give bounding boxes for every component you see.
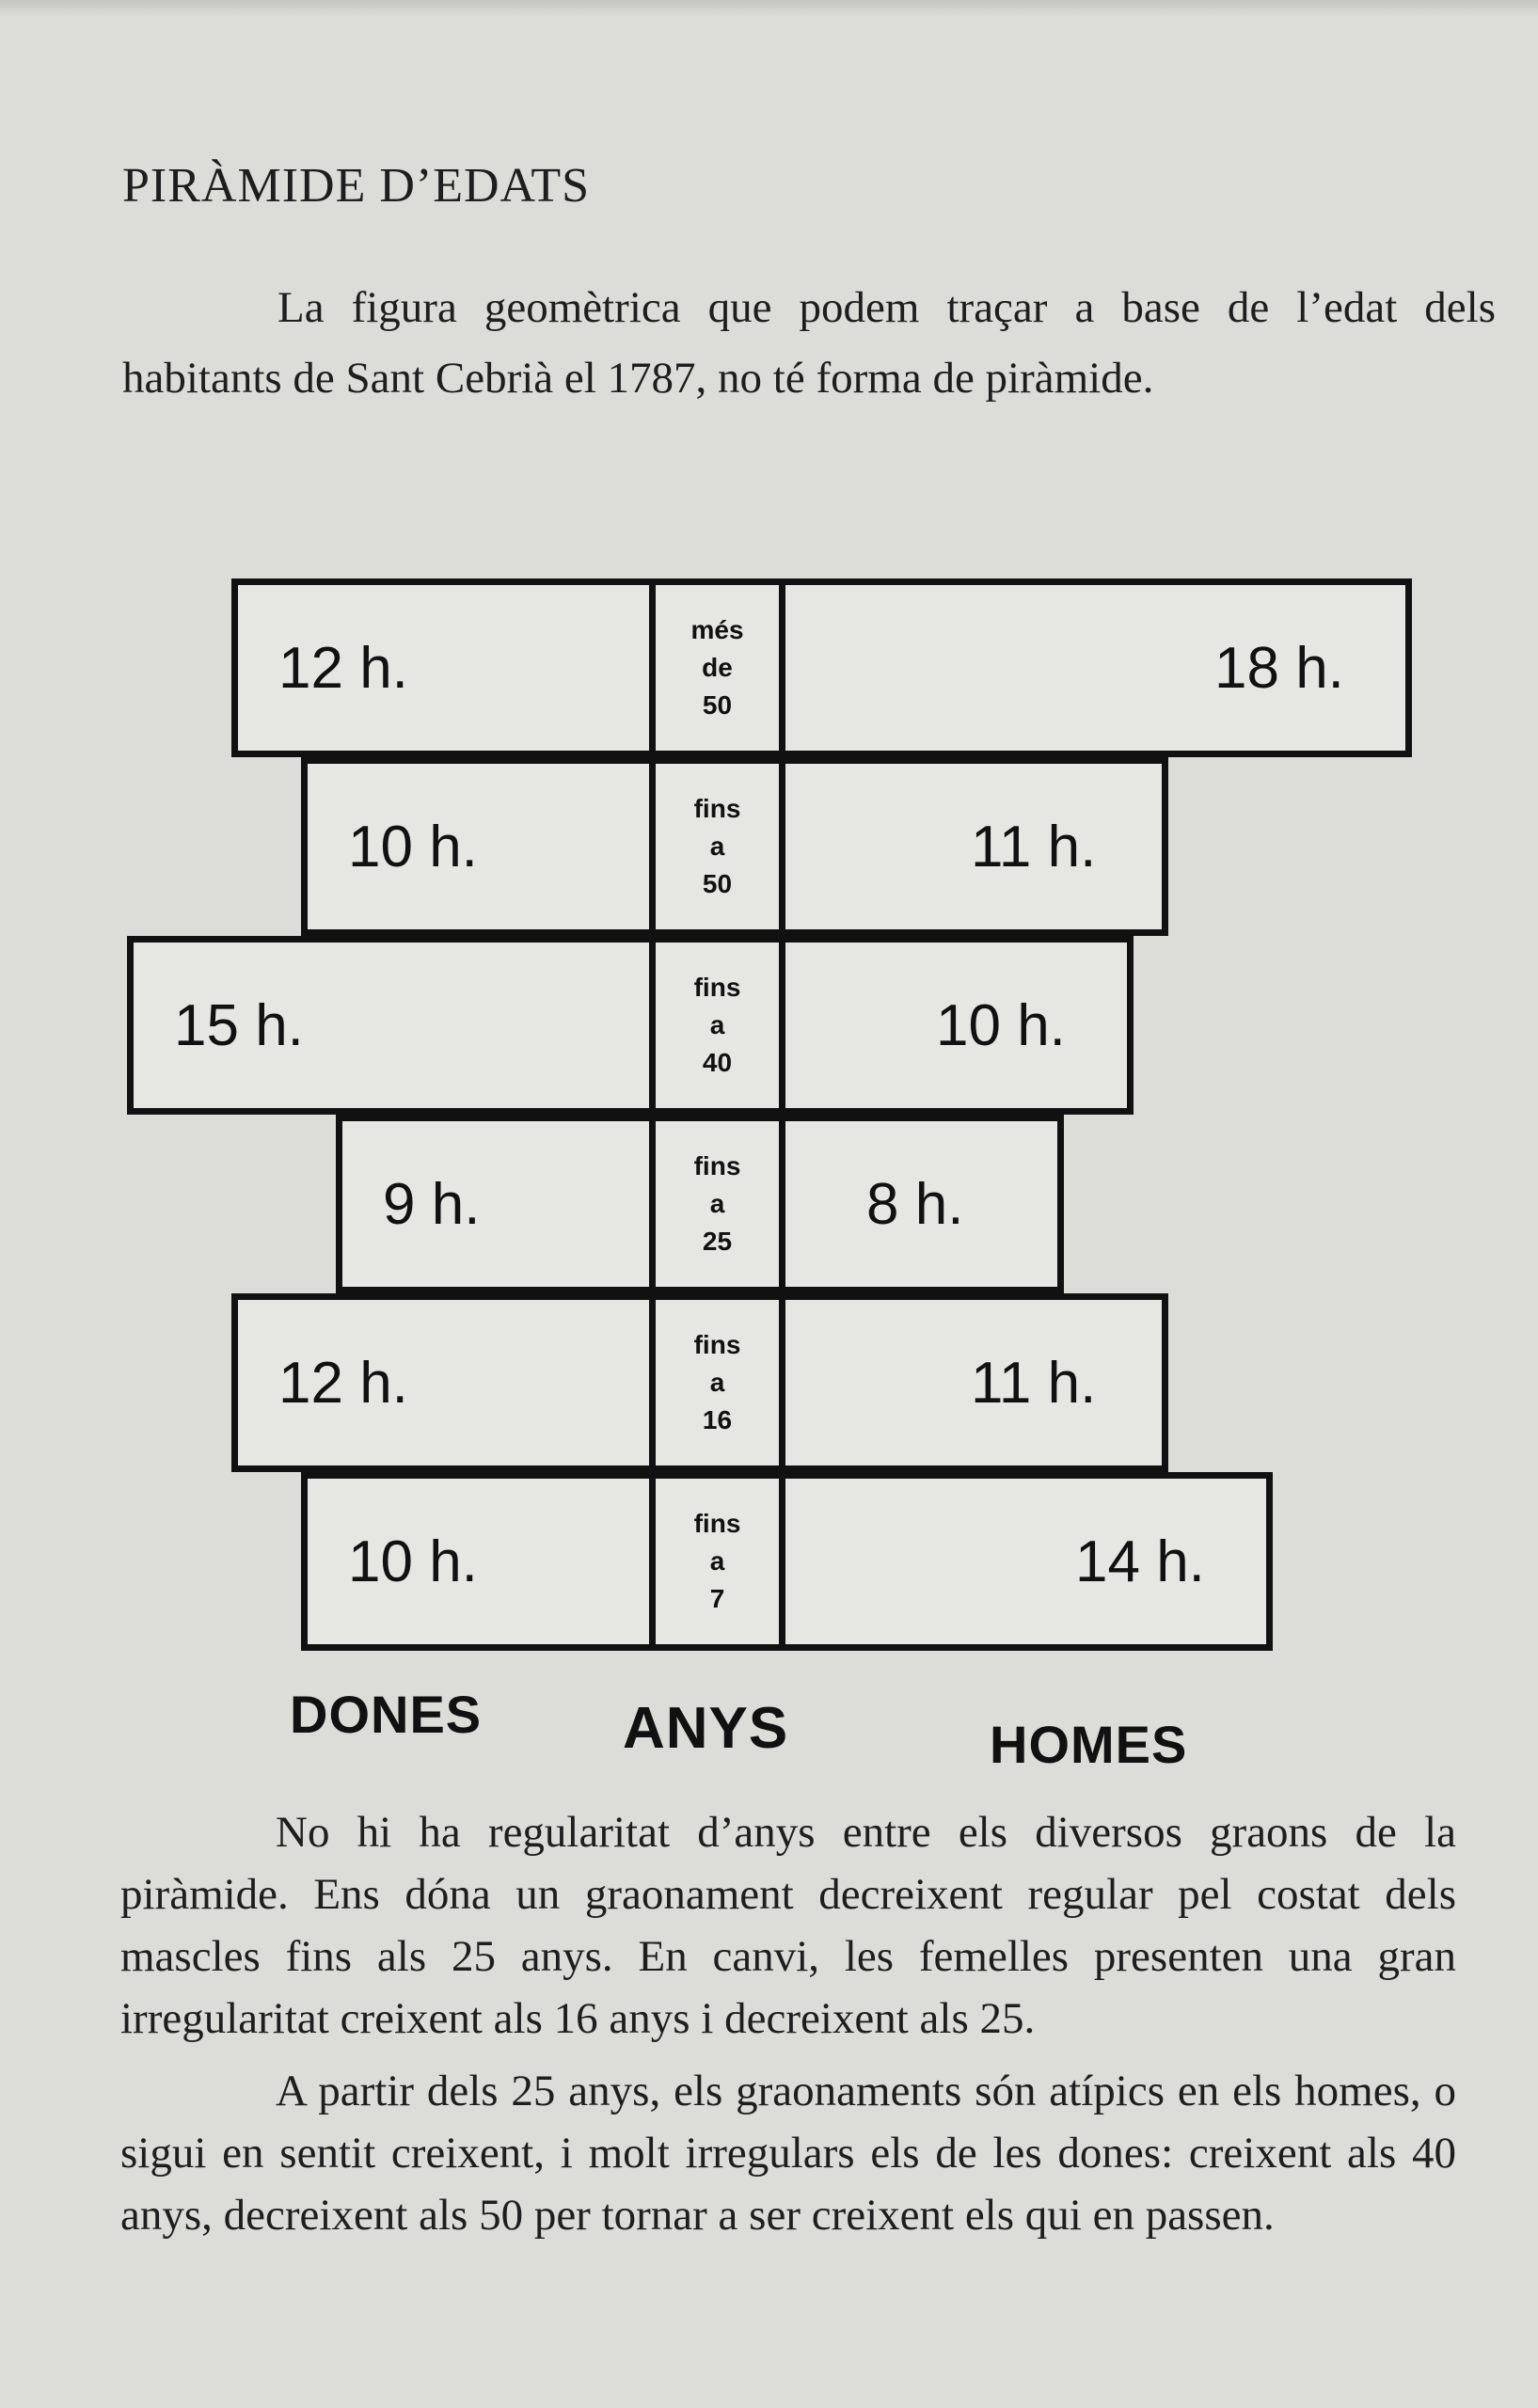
value-dones-1: 10 h. (348, 815, 478, 879)
value-dones-0: 12 h. (278, 636, 408, 701)
age-label-5-3: 7 (709, 1584, 725, 1613)
value-homes-2: 10 h. (936, 993, 1066, 1058)
age-label-1-2: a (709, 832, 725, 861)
age-cell-3 (649, 1115, 785, 1293)
value-dones-5: 10 h. (348, 1529, 478, 1594)
section-title: PIRÀMIDE D’EDATS (122, 159, 590, 213)
page-top-edge (0, 0, 1538, 17)
age-label-0-2: de (702, 653, 733, 682)
age-label-3-2: a (709, 1189, 725, 1218)
age-cell-0 (649, 578, 785, 757)
value-dones-2: 15 h. (174, 993, 304, 1058)
age-cell-1 (649, 757, 785, 936)
axis-label-anys: ANYS (623, 1696, 789, 1761)
age-label-1-1: fins (693, 794, 741, 823)
age-label-4-3: 16 (702, 1405, 733, 1434)
age-label-3-3: 25 (702, 1227, 733, 1256)
body-text-2: A partir dels 25 anys, els graonaments són atípics en els homes, o sigui en sentit creixent, i molt irregulars els de les dones: creixent als 40 anys, decreixent als 50 per tornar a ser creixent els qui en passen. (120, 2067, 1456, 2240)
value-homes-3: 8 h. (866, 1172, 964, 1237)
value-dones-4: 12 h. (278, 1351, 408, 1416)
axis-label-homes: HOMES (990, 1715, 1188, 1774)
age-label-0-1: més (690, 615, 744, 644)
age-label-0-3: 50 (702, 690, 733, 720)
body-paragraph-2 (120, 2060, 1456, 2246)
age-label-2-2: a (709, 1010, 725, 1039)
intro-text: La figura geomètrica que podem traçar a base de l’edat dels habitants de Sant Cebrià el 1787, no té forma de piràmide. (122, 283, 1496, 403)
age-cell-2 (649, 936, 785, 1115)
value-homes-0: 18 h. (1214, 636, 1344, 701)
body-paragraph-1 (120, 1801, 1456, 2050)
age-label-3-1: fins (693, 1151, 741, 1180)
age-cell-5 (649, 1472, 785, 1651)
age-label-4-1: fins (693, 1330, 741, 1359)
value-homes-1: 11 h. (971, 815, 1097, 879)
age-label-5-2: a (709, 1546, 725, 1576)
value-dones-3: 9 h. (383, 1172, 481, 1237)
age-label-2-1: fins (693, 973, 741, 1002)
axis-label-dones: DONES (290, 1685, 483, 1744)
age-label-1-3: 50 (702, 869, 733, 898)
value-homes-4: 11 h. (971, 1351, 1097, 1416)
intro-paragraph (122, 273, 1496, 414)
age-label-5-1: fins (693, 1509, 741, 1538)
age-label-2-3: 40 (702, 1048, 733, 1077)
value-homes-5: 14 h. (1075, 1529, 1205, 1594)
body-text-1: No hi ha regularitat d’anys entre els diversos graons de la piràmide. Ens dóna un graonament decreixent regular pel costat dels mascles fins als 25 anys. En canvi, les femelles presenten una gran irregularitat creixent als 16 anys i decreixent als 25. (120, 1808, 1456, 2043)
age-label-4-2: a (709, 1368, 725, 1397)
age-cell-4 (649, 1293, 785, 1472)
